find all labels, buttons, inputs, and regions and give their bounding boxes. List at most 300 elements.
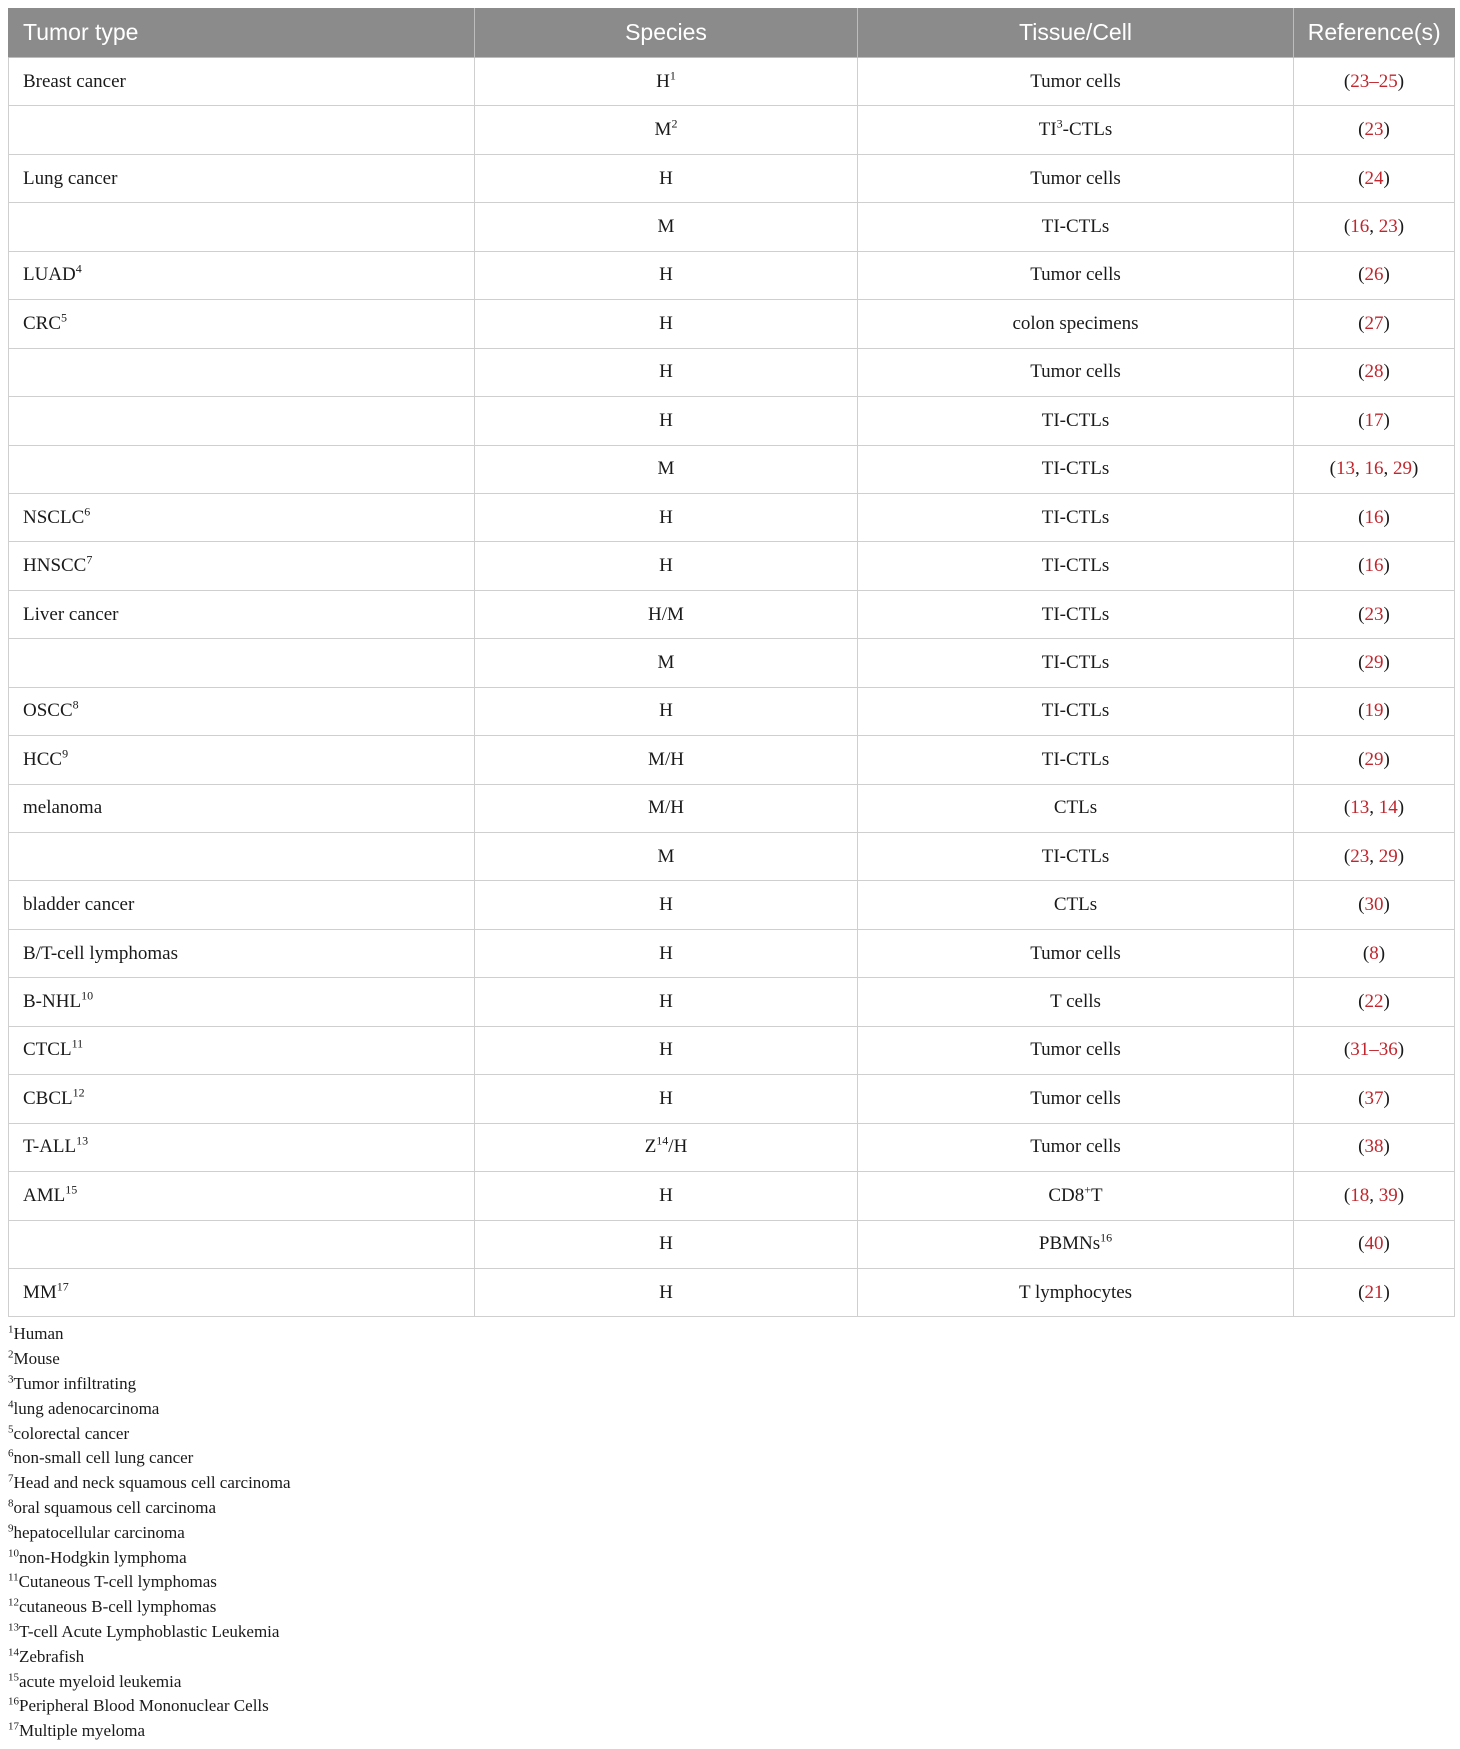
cell-tissue <box>858 154 1294 202</box>
cell-tumor-type <box>9 397 475 445</box>
cell-tissue <box>858 300 1294 348</box>
footnote-text: T-cell Acute Lymphoblastic Leukemia <box>19 1621 280 1641</box>
tissue-text: CD8 <box>1048 1184 1085 1206</box>
cell-species <box>475 154 858 202</box>
footnote <box>8 1595 1454 1620</box>
footnote <box>8 1620 1454 1645</box>
cell-tissue <box>858 929 1294 977</box>
table-row <box>9 58 1455 106</box>
cell-references: (31–36) <box>1294 1026 1455 1074</box>
footnote <box>8 1570 1454 1595</box>
species-text: M <box>657 216 675 238</box>
cell-species <box>475 348 858 396</box>
cell-species <box>475 978 858 1026</box>
footnote-number: 5 <box>8 1422 14 1435</box>
reference-link[interactable]: 23 <box>1364 603 1384 625</box>
reference-link[interactable]: 29 <box>1378 845 1398 867</box>
tissue-text: TI-CTLs <box>1041 651 1110 673</box>
cell-references: (13, 14) <box>1294 784 1455 832</box>
cell-species <box>475 1172 858 1220</box>
cell-tumor-type <box>9 1220 475 1268</box>
tissue-footnote-mark: + <box>1084 1182 1092 1197</box>
cell-tissue <box>858 348 1294 396</box>
table-row <box>9 1075 1455 1123</box>
species-text: H <box>659 361 673 383</box>
header-row <box>9 8 1455 58</box>
cell-species <box>475 1123 858 1171</box>
tumor-type-footnote-mark: 7 <box>86 552 93 567</box>
tissue-text: TI-CTLs <box>1041 700 1110 722</box>
cell-species <box>475 639 858 687</box>
cell-tissue <box>858 978 1294 1026</box>
cell-references: (21) <box>1294 1268 1455 1316</box>
tumor-type-text: T-ALL <box>23 1136 77 1158</box>
cell-species <box>475 590 858 638</box>
cell-references: (40) <box>1294 1220 1455 1268</box>
reference-link[interactable]: 16 <box>1364 506 1384 528</box>
cell-tumor-type <box>9 445 475 493</box>
cell-tissue <box>858 1123 1294 1171</box>
footnote <box>8 1446 1454 1471</box>
cell-species <box>475 929 858 977</box>
reference-link[interactable]: 29 <box>1364 651 1384 673</box>
tumor-type-text: CBCL <box>23 1087 73 1109</box>
table-row <box>9 978 1455 1026</box>
species-text: M <box>657 845 675 867</box>
cell-tumor-type <box>9 300 475 348</box>
reference-link[interactable]: 18 <box>1350 1184 1370 1206</box>
cell-tumor-type <box>9 1026 475 1074</box>
cell-tumor-type <box>9 1075 475 1123</box>
cell-tumor-type <box>9 590 475 638</box>
cell-tumor-type <box>9 687 475 735</box>
cell-references: (16) <box>1294 493 1455 541</box>
table-row <box>9 1026 1455 1074</box>
tumor-type-text: LUAD <box>23 264 76 286</box>
tumor-type-text: melanoma <box>23 797 103 819</box>
footnote-text: Tumor infiltrating <box>13 1373 137 1393</box>
footnote-number: 14 <box>8 1646 19 1659</box>
species-text: H <box>659 1184 673 1206</box>
footnote-text: cutaneous B-cell lymphomas <box>19 1597 217 1617</box>
reference-link[interactable]: 16 <box>1364 458 1384 480</box>
cell-tumor-type <box>9 639 475 687</box>
footnote-number: 1 <box>8 1323 14 1336</box>
footnote-text: oral squamous cell carcinoma <box>13 1497 217 1517</box>
header-tumor-type: Tumor type <box>9 8 475 58</box>
cell-species <box>475 445 858 493</box>
footnote-number: 16 <box>8 1695 19 1708</box>
cell-species <box>475 1026 858 1074</box>
tumor-type-text: Breast cancer <box>23 70 126 92</box>
footnotes <box>8 1322 1454 1744</box>
cell-tumor-type <box>9 784 475 832</box>
reference-link[interactable]: 26 <box>1364 264 1384 286</box>
tissue-text: Tumor cells <box>1030 167 1121 189</box>
species-text: H <box>659 700 673 722</box>
cell-references: (38) <box>1294 1123 1455 1171</box>
reference-link[interactable]: 24 <box>1364 167 1384 189</box>
cell-species <box>475 881 858 929</box>
footnote <box>8 1372 1454 1397</box>
table-row <box>9 1220 1455 1268</box>
header-tissue-cell: Tissue/Cell <box>858 8 1294 58</box>
footnote-number: 2 <box>8 1348 14 1361</box>
tumor-type-footnote-mark: 11 <box>71 1037 84 1052</box>
tumor-type-text: MM <box>23 1281 57 1303</box>
cell-species <box>475 736 858 784</box>
cell-references: (24) <box>1294 154 1455 202</box>
footnote-number: 11 <box>8 1571 19 1584</box>
reference-link[interactable]: 38 <box>1364 1136 1384 1158</box>
footnote-text: Cutaneous T-cell lymphomas <box>18 1572 217 1592</box>
cell-species <box>475 300 858 348</box>
cell-references: (23) <box>1294 590 1455 638</box>
cell-tissue <box>858 639 1294 687</box>
species-footnote-mark: 1 <box>669 68 676 83</box>
reference-link[interactable]: 22 <box>1364 991 1384 1013</box>
reference-link[interactable]: 23 <box>1364 119 1384 141</box>
species-text: H <box>659 264 673 286</box>
cell-tissue <box>858 493 1294 541</box>
tissue-text: Tumor cells <box>1030 70 1121 92</box>
tissue-text: TI-CTLs <box>1041 409 1110 431</box>
reference-link[interactable]: 29 <box>1364 748 1384 770</box>
cell-tissue <box>858 736 1294 784</box>
table-row <box>9 300 1455 348</box>
tissue-text: Tumor cells <box>1030 361 1121 383</box>
species-text: H <box>659 312 673 334</box>
tumor-type-text: bladder cancer <box>23 894 135 916</box>
cell-tumor-type <box>9 929 475 977</box>
cell-references: (26) <box>1294 251 1455 299</box>
footnote <box>8 1546 1454 1571</box>
species-text: H <box>659 894 673 916</box>
tumor-type-text: OSCC <box>23 700 73 722</box>
cell-tissue <box>858 58 1294 106</box>
cell-references: (19) <box>1294 687 1455 735</box>
footnote-text: non-Hodgkin lymphoma <box>19 1547 187 1567</box>
footnote-number: 17 <box>8 1720 19 1733</box>
cell-tumor-type <box>9 881 475 929</box>
tissue-text: TI-CTLs <box>1041 216 1110 238</box>
table-row <box>9 1268 1455 1316</box>
footnote <box>8 1422 1454 1447</box>
cell-tissue <box>858 881 1294 929</box>
footnote-number: 12 <box>8 1596 19 1609</box>
tissue-text: CTLs <box>1053 797 1098 819</box>
tumor-type-text: B-NHL <box>23 991 82 1013</box>
reference-link[interactable]: 19 <box>1364 700 1384 722</box>
footnote-number: 6 <box>8 1447 14 1460</box>
tissue-text: T lymphocytes <box>1018 1281 1133 1303</box>
cell-tissue <box>858 1075 1294 1123</box>
cell-tumor-type <box>9 251 475 299</box>
header-species: Species <box>475 8 858 58</box>
cell-species <box>475 397 858 445</box>
cell-tumor-type <box>9 493 475 541</box>
tumor-type-footnote-mark: 17 <box>56 1279 69 1294</box>
reference-link[interactable]: 16 <box>1350 216 1370 238</box>
cell-tissue <box>858 542 1294 590</box>
tissue-text: Tumor cells <box>1030 1136 1121 1158</box>
footnote-number: 7 <box>8 1472 14 1485</box>
cell-tissue <box>858 1268 1294 1316</box>
reference-link[interactable]: 40 <box>1364 1233 1384 1255</box>
tumor-type-footnote-mark: 6 <box>84 504 91 519</box>
tumor-type-text: HNSCC <box>23 555 87 577</box>
species-text: M <box>654 119 672 141</box>
tissue-text: Tumor cells <box>1030 264 1121 286</box>
cell-references: (29) <box>1294 639 1455 687</box>
tumor-type-footnote-mark: 4 <box>75 262 82 277</box>
footnote-text: Peripheral Blood Mononuclear Cells <box>19 1696 269 1716</box>
reference-link[interactable]: 14 <box>1378 797 1398 819</box>
table-row <box>9 251 1455 299</box>
species-text: Z <box>644 1136 657 1158</box>
table-row <box>9 639 1455 687</box>
footnote-number: 15 <box>8 1670 19 1683</box>
tumor-type-text: Liver cancer <box>23 603 119 625</box>
footnote-text: Head and neck squamous cell carcinoma <box>13 1473 291 1493</box>
table-row <box>9 445 1455 493</box>
tissue-footnote-mark: 3 <box>1056 116 1063 131</box>
table-row <box>9 154 1455 202</box>
cell-references: (23, 29) <box>1294 833 1455 881</box>
footnote-text: Human <box>13 1324 64 1344</box>
species-text: H <box>659 1087 673 1109</box>
species-text: H <box>659 555 673 577</box>
cell-tumor-type <box>9 1268 475 1316</box>
table-row <box>9 1123 1455 1171</box>
cell-species <box>475 833 858 881</box>
species-text: H/M <box>648 603 684 625</box>
footnote <box>8 1496 1454 1521</box>
tissue-text: TI-CTLs <box>1041 603 1110 625</box>
tissue-text: TI-CTLs <box>1041 506 1110 528</box>
reference-link[interactable]: 30 <box>1364 894 1384 916</box>
cell-tissue <box>858 1026 1294 1074</box>
table-row <box>9 203 1455 251</box>
cell-tissue <box>858 833 1294 881</box>
tissue-text: Tumor cells <box>1030 942 1121 964</box>
species-text: H <box>659 1281 673 1303</box>
cell-references: (23–25) <box>1294 58 1455 106</box>
tumor-type-text: CTCL <box>23 1039 72 1061</box>
footnote-text: lung adenocarcinoma <box>13 1398 160 1418</box>
tissue-text: colon specimens <box>1012 312 1139 334</box>
table-row <box>9 736 1455 784</box>
footnote <box>8 1322 1454 1347</box>
cell-tissue <box>858 590 1294 638</box>
footnote <box>8 1347 1454 1372</box>
cell-references: (29) <box>1294 736 1455 784</box>
footnote-text: Zebrafish <box>19 1646 85 1666</box>
tissue-text: TI-CTLs <box>1041 555 1110 577</box>
reference-link[interactable]: 13 <box>1350 797 1370 819</box>
species-footnote-mark: 2 <box>671 116 678 131</box>
cell-references: (18, 39) <box>1294 1172 1455 1220</box>
species-text: H <box>659 506 673 528</box>
cell-tumor-type <box>9 203 475 251</box>
cell-references: (8) <box>1294 929 1455 977</box>
species-text: H <box>659 409 673 431</box>
cell-tissue <box>858 1172 1294 1220</box>
table-body <box>9 58 1455 1317</box>
footnote <box>8 1471 1454 1496</box>
table-row <box>9 397 1455 445</box>
cell-species <box>475 106 858 154</box>
table-row <box>9 929 1455 977</box>
reference-link[interactable]: 23 <box>1350 845 1370 867</box>
reference-link[interactable]: 21 <box>1364 1281 1384 1303</box>
tissue-suffix: T <box>1091 1184 1103 1206</box>
tumor-type-footnote-mark: 8 <box>72 698 79 713</box>
tissue-text: TI-CTLs <box>1041 845 1110 867</box>
tissue-text: PBMNs <box>1038 1233 1101 1255</box>
cell-tissue <box>858 397 1294 445</box>
tissue-text: Tumor cells <box>1030 1087 1121 1109</box>
table-row <box>9 1172 1455 1220</box>
tumor-type-text: HCC <box>23 748 63 770</box>
reference-link[interactable]: 27 <box>1364 312 1384 334</box>
species-text: H <box>659 1233 673 1255</box>
footnote-number: 3 <box>8 1373 14 1386</box>
cell-species <box>475 784 858 832</box>
cell-tumor-type <box>9 58 475 106</box>
reference-link[interactable]: 23–25 <box>1350 70 1398 92</box>
reference-link[interactable]: 29 <box>1393 458 1412 480</box>
cell-references: (30) <box>1294 881 1455 929</box>
footnote-text: non-small cell lung cancer <box>13 1448 194 1468</box>
reference-link[interactable]: 8 <box>1369 942 1379 964</box>
cell-species <box>475 687 858 735</box>
species-text: H <box>659 1039 673 1061</box>
tissue-text: TI-CTLs <box>1041 458 1110 480</box>
cell-species <box>475 251 858 299</box>
footnote <box>8 1719 1454 1744</box>
footnote <box>8 1645 1454 1670</box>
reference-link[interactable]: 13 <box>1336 458 1355 480</box>
cell-species <box>475 1268 858 1316</box>
footnote-text: hepatocellular carcinoma <box>13 1522 185 1542</box>
tumor-type-text: Lung cancer <box>23 167 118 189</box>
footnote-number: 10 <box>8 1546 19 1559</box>
species-suffix: /H <box>668 1136 688 1158</box>
cell-species <box>475 493 858 541</box>
cell-tissue <box>858 784 1294 832</box>
footnote-text: Mouse <box>13 1349 60 1369</box>
tumor-type-footnote-mark: 10 <box>81 988 94 1003</box>
species-footnote-mark: 14 <box>656 1134 669 1149</box>
footnote-text: Multiple myeloma <box>19 1721 146 1741</box>
reference-link[interactable]: 28 <box>1364 361 1384 383</box>
reference-link[interactable]: 17 <box>1364 409 1384 431</box>
cell-tumor-type <box>9 106 475 154</box>
cell-tumor-type <box>9 736 475 784</box>
cell-references: (16) <box>1294 542 1455 590</box>
cell-references: (22) <box>1294 978 1455 1026</box>
cell-tissue <box>858 445 1294 493</box>
cell-references: (37) <box>1294 1075 1455 1123</box>
tissue-text: TI <box>1038 119 1057 141</box>
footnote <box>8 1694 1454 1719</box>
table-row <box>9 833 1455 881</box>
cell-tumor-type <box>9 978 475 1026</box>
tumor-type-footnote-mark: 15 <box>65 1182 78 1197</box>
species-text: M/H <box>648 797 684 819</box>
reference-link[interactable]: 31–36 <box>1350 1039 1398 1061</box>
cell-references: (16, 23) <box>1294 203 1455 251</box>
table-row <box>9 493 1455 541</box>
footnote <box>8 1670 1454 1695</box>
table-row <box>9 542 1455 590</box>
tumor-type-footnote-mark: 12 <box>72 1085 85 1100</box>
reference-link[interactable]: 23 <box>1378 216 1398 238</box>
table-header <box>9 8 1455 58</box>
table-row <box>9 590 1455 638</box>
cell-references: (17) <box>1294 397 1455 445</box>
footnote-text: colorectal cancer <box>13 1423 130 1443</box>
species-text: H <box>659 942 673 964</box>
cell-species <box>475 1220 858 1268</box>
table-page <box>8 8 1454 1744</box>
tumor-type-footnote-mark: 9 <box>62 746 69 761</box>
tissue-text: CTLs <box>1053 894 1098 916</box>
cell-tissue <box>858 251 1294 299</box>
tumor-type-text: AML <box>23 1184 66 1206</box>
footnote <box>8 1397 1454 1422</box>
tumor-type-footnote-mark: 13 <box>76 1134 89 1149</box>
cell-tumor-type <box>9 1172 475 1220</box>
cell-tumor-type <box>9 1123 475 1171</box>
footnote <box>8 1521 1454 1546</box>
reference-link[interactable]: 39 <box>1378 1184 1398 1206</box>
tissue-suffix: -CTLs <box>1062 119 1113 141</box>
tissue-footnote-mark: 16 <box>1100 1230 1113 1245</box>
cell-species <box>475 58 858 106</box>
tumor-table <box>8 8 1455 1317</box>
species-text: H <box>656 70 670 92</box>
cell-tumor-type <box>9 542 475 590</box>
reference-link[interactable]: 37 <box>1364 1087 1384 1109</box>
cell-tissue <box>858 106 1294 154</box>
table-row <box>9 348 1455 396</box>
cell-references: (27) <box>1294 300 1455 348</box>
footnote-number: 8 <box>8 1497 14 1510</box>
tumor-type-text: B/T-cell lymphomas <box>23 942 178 964</box>
cell-tissue <box>858 1220 1294 1268</box>
cell-references: (13, 16, 29) <box>1294 445 1455 493</box>
cell-tumor-type <box>9 348 475 396</box>
cell-tumor-type <box>9 833 475 881</box>
footnote-number: 4 <box>8 1398 14 1411</box>
table-row <box>9 106 1455 154</box>
reference-link[interactable]: 16 <box>1364 555 1384 577</box>
footnote-number: 13 <box>8 1621 19 1634</box>
cell-species <box>475 1075 858 1123</box>
table-row <box>9 687 1455 735</box>
species-text: H <box>659 167 673 189</box>
cell-references: (23) <box>1294 106 1455 154</box>
tissue-text: Tumor cells <box>1030 1039 1121 1061</box>
species-text: M/H <box>648 748 684 770</box>
species-text: M <box>657 651 675 673</box>
cell-tissue <box>858 203 1294 251</box>
cell-references: (28) <box>1294 348 1455 396</box>
tumor-type-text: CRC <box>23 312 62 334</box>
tumor-type-footnote-mark: 5 <box>61 310 68 325</box>
